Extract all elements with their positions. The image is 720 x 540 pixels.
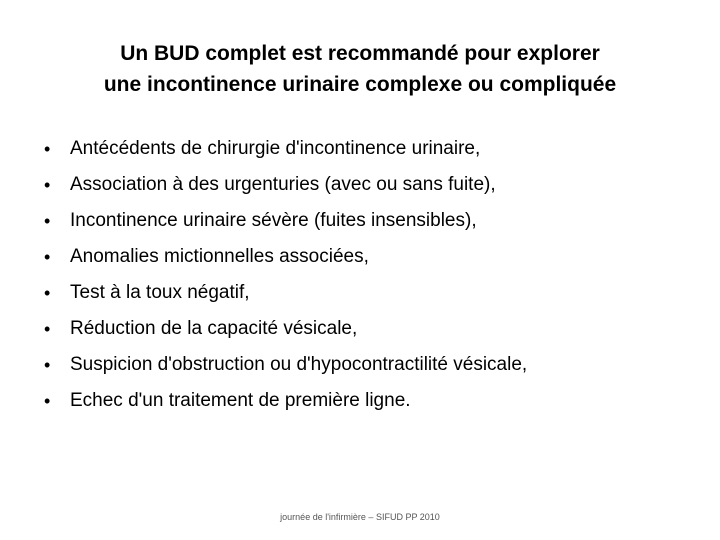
bullet-item xyxy=(44,239,704,275)
bullet-dot-icon: • xyxy=(44,283,51,303)
title-line-2: une incontinence urinaire complexe ou compliquée xyxy=(103,73,617,96)
bullet-text: Association à des urgenturies (avec ou sans fuite), xyxy=(70,174,496,195)
bullet-text: Anomalies mictionnelles associées, xyxy=(70,246,369,267)
bullet-item xyxy=(44,347,704,383)
bullet-dot-icon: • xyxy=(44,211,51,231)
bullet-dot-icon: • xyxy=(44,355,51,375)
bullet-item xyxy=(44,311,704,347)
slide-footer: journée de l'infirmière – SIFUD PP 2010 xyxy=(280,512,440,522)
bullet-text: Antécédents de chirurgie d'incontinence urinaire, xyxy=(70,138,481,159)
bullet-dot-icon: • xyxy=(44,139,51,159)
bullet-item xyxy=(44,131,704,167)
bullet-text: Echec d'un traitement de première ligne. xyxy=(70,390,411,411)
bullet-dot-icon: • xyxy=(44,247,51,267)
slide-title xyxy=(30,38,690,100)
bullet-list xyxy=(44,131,704,419)
bullet-text: Réduction de la capacité vésicale, xyxy=(70,318,358,339)
bullet-text: Suspicion d'obstruction ou d'hypocontractilité vésicale, xyxy=(70,354,528,375)
bullet-item xyxy=(44,167,704,203)
title-line-1: Un BUD complet est recommandé pour explorer xyxy=(120,42,600,65)
bullet-dot-icon: • xyxy=(44,319,51,339)
bullet-item xyxy=(44,383,704,419)
bullet-text: Incontinence urinaire sévère (fuites insensibles), xyxy=(70,210,477,231)
bullet-dot-icon: • xyxy=(44,175,51,195)
bullet-text: Test à la toux négatif, xyxy=(70,282,250,303)
bullet-dot-icon: • xyxy=(44,391,51,411)
bullet-item xyxy=(44,203,704,239)
bullet-item xyxy=(44,275,704,311)
